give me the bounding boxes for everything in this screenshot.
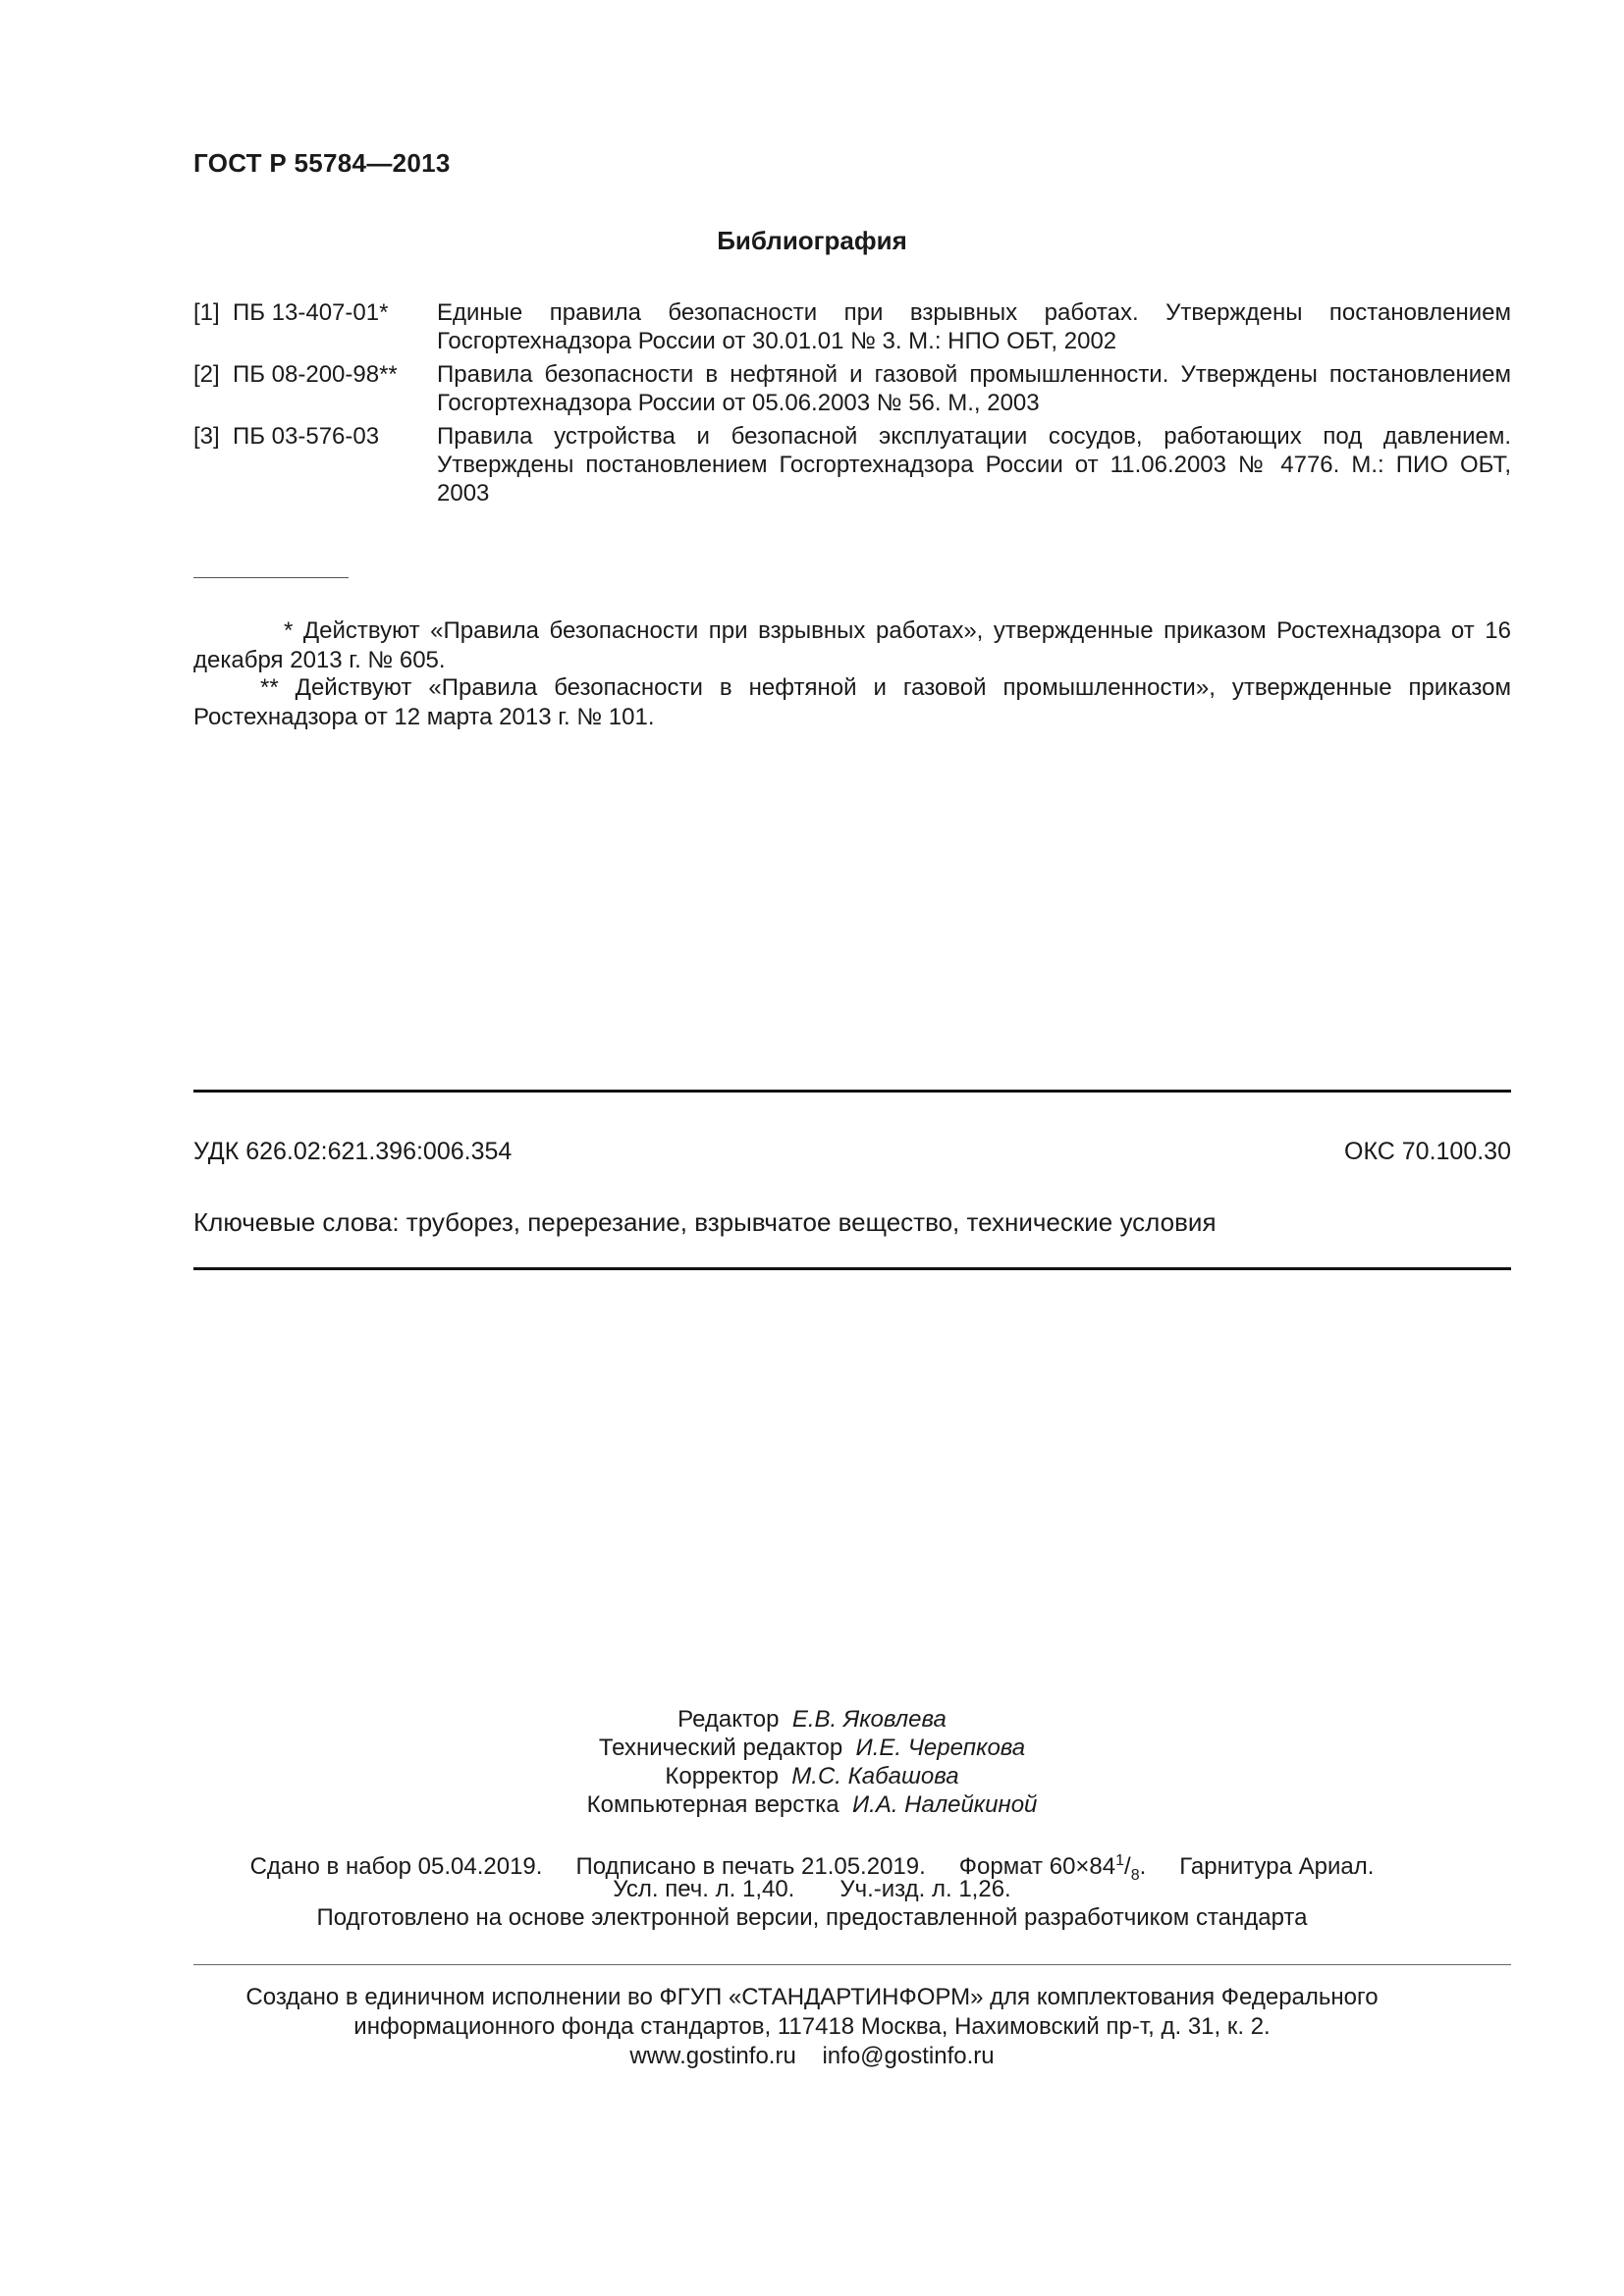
credit-role: Редактор bbox=[677, 1706, 780, 1733]
footnote-separator bbox=[193, 577, 349, 578]
credit-line bbox=[0, 1705, 1624, 1734]
typeface: Гарнитура Ариал. bbox=[1179, 1853, 1375, 1880]
print-sheets: Усл. печ. л. 1,40. bbox=[613, 1876, 795, 1902]
entry-text: Правила устройства и безопасной эксплуатации сосудов, работающих под давлением. Утверждены постановлением Госгортехнадзора России от 11.06.2003 № 4776. М.: ПИО ОБТ, 2003 bbox=[437, 423, 1511, 507]
footer-line-1: Создано в единичном исполнении во ФГУП «СТАНДАРТИНФОРМ» для комплектования Федерального bbox=[245, 1984, 1379, 2010]
credit-line bbox=[0, 1734, 1624, 1762]
credit-name: И.А. Налейкиной bbox=[851, 1791, 1038, 1818]
credit-role: Технический редактор bbox=[598, 1735, 843, 1761]
format-numerator: 1 bbox=[1115, 1852, 1125, 1869]
udk-code: УДК 626.02:621.396:006.354 bbox=[193, 1138, 513, 1165]
email-link[interactable]: info@gostinfo.ru bbox=[822, 2043, 995, 2069]
format-prefix: Формат 60×84 bbox=[958, 1853, 1116, 1880]
footnote-2: ** Действуют «Правила безопасности в нефтяной и газовой промышленности», утвержденные приказом Ростехнадзора от 12 марта 2013 г. № 101. bbox=[193, 674, 1511, 730]
credit-name: М.С. Кабашова bbox=[791, 1763, 959, 1789]
entry-code: ПБ 13-407-01* bbox=[233, 299, 389, 326]
bibliography-title: Библиография bbox=[717, 226, 907, 255]
credit-line bbox=[0, 1762, 1624, 1790]
section-divider bbox=[193, 1267, 1511, 1270]
imprint-line-2 bbox=[0, 1875, 1624, 1903]
footer-divider bbox=[193, 1964, 1511, 1965]
entry-number: [1] bbox=[193, 299, 220, 326]
bibliography-entry bbox=[193, 422, 1511, 507]
bibliography-entry bbox=[193, 360, 1511, 417]
sent-date: Сдано в набор 05.04.2019. bbox=[249, 1853, 543, 1880]
entry-code: ПБ 08-200-98** bbox=[233, 361, 398, 388]
format-denominator: 8 bbox=[1130, 1866, 1140, 1884]
entry-code: ПБ 03-576-03 bbox=[233, 423, 380, 450]
credit-role: Корректор bbox=[665, 1763, 779, 1789]
edit-sheets: Уч.-изд. л. 1,26. bbox=[839, 1876, 1011, 1902]
credit-name: И.Е. Черепкова bbox=[855, 1735, 1026, 1761]
credits bbox=[0, 1705, 1624, 1819]
footnote-1: * Действуют «Правила безопасности при взрывных работах», утвержденные приказом Ростехнадзора от 16 декабря 2013 г. № 605. bbox=[193, 617, 1511, 673]
website-link[interactable]: www.gostinfo.ru bbox=[629, 2043, 796, 2069]
credit-name: Е.В. Яковлева bbox=[791, 1706, 947, 1733]
footer-line-2: информационного фонда стандартов, 117418 Москва, Нахимовский пр-т, д. 31, к. 2. bbox=[353, 2013, 1271, 2040]
entry-number: [3] bbox=[193, 423, 220, 450]
credit-role: Компьютерная верстка bbox=[586, 1791, 839, 1818]
format-end: . bbox=[1139, 1853, 1147, 1880]
entry-text: Правила безопасности в нефтяной и газовой промышленности. Утверждены постановлением Госгортехнадзора России от 05.06.2003 № 56. М., 2003 bbox=[437, 361, 1511, 416]
oks-code: ОКС 70.100.30 bbox=[1344, 1138, 1511, 1165]
footer-contacts bbox=[0, 2042, 1624, 2071]
bibliography-entry bbox=[193, 298, 1511, 355]
entry-text: Единые правила безопасности при взрывных работах. Утверждены постановлением Госгортехнадзора России от 30.01.01 № 3. М.: НПО ОБТ, 2002 bbox=[437, 299, 1511, 354]
signed-date: Подписано в печать 21.05.2019. bbox=[575, 1853, 926, 1880]
format-slash: / bbox=[1124, 1853, 1131, 1880]
section-divider bbox=[193, 1090, 1511, 1093]
document-number: ГОСТ Р 55784—2013 bbox=[193, 148, 451, 178]
prepared-note: Подготовлено на основе электронной версии, предоставленной разработчиком стандарта bbox=[316, 1904, 1308, 1931]
keywords: Ключевые слова: труборез, перерезание, взрывчатое вещество, технические условия bbox=[193, 1207, 1217, 1237]
credit-line bbox=[0, 1790, 1624, 1819]
entry-number: [2] bbox=[193, 361, 220, 388]
publisher-footer bbox=[0, 1983, 1624, 2071]
